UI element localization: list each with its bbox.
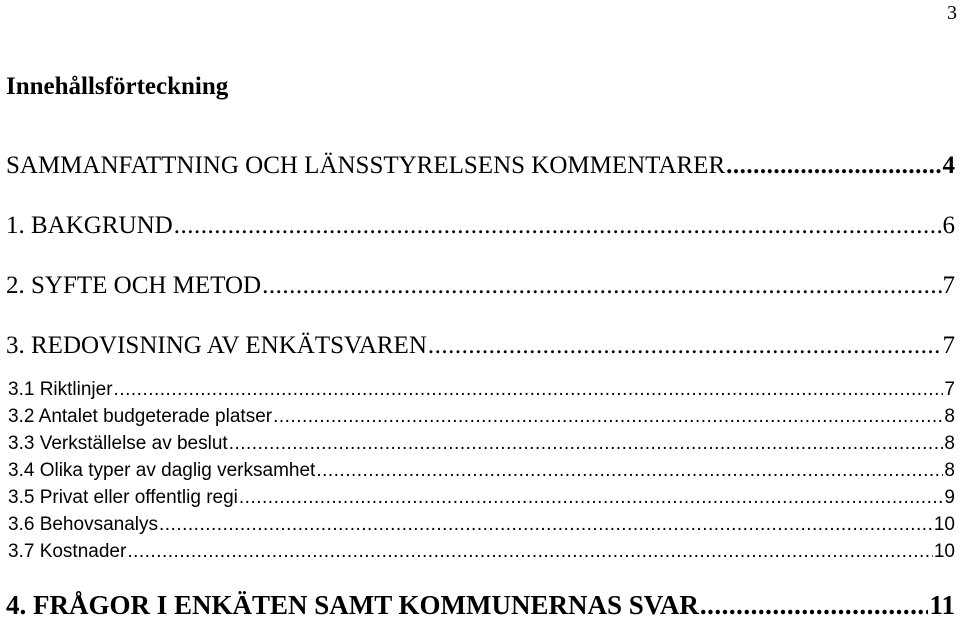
toc-entry-text: 3.4 Olika typer av daglig verksamhet [8, 460, 316, 481]
toc-entry-page: 8 [944, 406, 955, 427]
toc-entry-text: 3.3 Verkställelse av beslut [8, 433, 228, 454]
toc-entry-text: 3.7 Kostnader [8, 541, 127, 562]
toc-leader-dots [316, 459, 943, 483]
toc-leader-dots [273, 405, 943, 429]
toc-leader-dots [239, 486, 944, 510]
toc-entry-page: 7 [944, 379, 955, 400]
toc-entry-kostnader[interactable] [0, 540, 959, 564]
toc-leader-dots [428, 331, 942, 361]
toc-leader-dots [114, 378, 944, 402]
toc-entry-text: 3.6 Behovsanalys [8, 514, 158, 535]
toc-leader-dots [174, 211, 942, 241]
toc-entry-text: 3. REDOVISNING AV ENKÄTSVAREN [6, 332, 427, 359]
toc-entry-riktlinjer[interactable] [0, 378, 959, 402]
toc-entry-verkstallelse[interactable] [0, 432, 959, 456]
toc-entry-redovisning[interactable] [0, 331, 959, 361]
toc-entry-text: 3.1 Riktlinjer [8, 379, 113, 400]
toc-entry-page: 6 [942, 212, 955, 239]
toc-entry-syfte-och-metod[interactable] [0, 271, 959, 301]
toc-leader-dots [229, 432, 944, 456]
toc-entry-text: 3.5 Privat eller offentlig regi [8, 487, 238, 508]
toc-entry-page: 10 [933, 514, 955, 535]
page-number: 3 [947, 2, 957, 24]
toc-entry-daglig-verksamhet[interactable] [0, 459, 959, 483]
toc-entry-page: 7 [942, 272, 955, 299]
toc-entry-privat-offentlig-regi[interactable] [0, 486, 959, 510]
toc-entry-bakgrund[interactable] [0, 211, 959, 241]
toc-entry-text: SAMMANFATTNING OCH LÄNSSTYRELSENS KOMMENTARER [6, 152, 726, 179]
toc-leader-dots [700, 589, 929, 621]
toc-entry-page: 8 [944, 433, 955, 454]
toc-entry-fragor-enkaten[interactable] [0, 589, 959, 621]
toc-heading: Innehållsförteckning [6, 73, 229, 100]
toc-entry-page: 10 [933, 541, 955, 562]
toc-leader-dots [726, 151, 941, 181]
toc-entry-text: 2. SYFTE OCH METOD [6, 272, 262, 299]
toc-entry-page: 4 [942, 152, 955, 179]
toc-entry-summary[interactable] [0, 151, 959, 181]
toc-entry-text: 3.2 Antalet budgeterade platser [8, 406, 273, 427]
toc-entry-text: 1. BAKGRUND [6, 212, 173, 239]
toc-leader-dots [262, 271, 941, 301]
toc-leader-dots [127, 540, 933, 564]
toc-entry-page: 7 [942, 332, 955, 359]
toc-entry-behovsanalys[interactable] [0, 513, 959, 537]
toc-leader-dots [159, 513, 933, 537]
toc-entry-budgeterade-platser[interactable] [0, 405, 959, 429]
toc-entry-text: 4. FRÅGOR I ENKÄTEN SAMT KOMMUNERNAS SVAR [6, 590, 699, 620]
toc-entry-page: 11 [929, 590, 955, 620]
toc-entry-page: 9 [944, 487, 955, 508]
toc-entry-page: 8 [944, 460, 955, 481]
